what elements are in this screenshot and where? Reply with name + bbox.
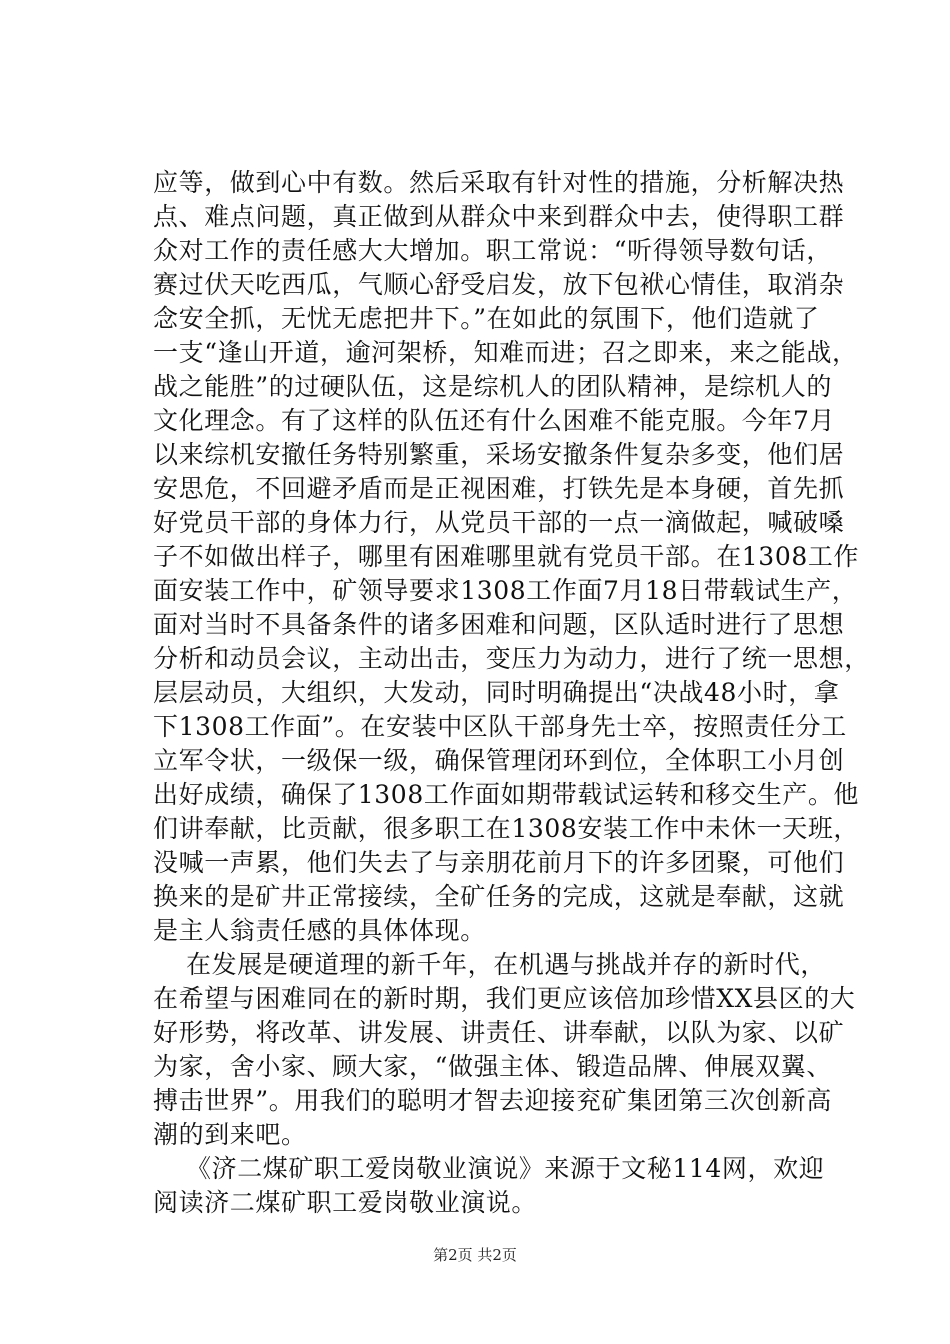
- text-line: 出好成绩，确保了1308工作面如期带载试运转和移交生产。他: [153, 780, 860, 809]
- text-line: 搏击世界”。用我们的聪明才智去迎接兖矿集团第三次创新高: [153, 1086, 832, 1115]
- text-line: 为家，舍小家、顾大家，“做强主体、锻造品牌、伸展双翼、: [153, 1052, 832, 1081]
- text-line: 们讲奉献，比贡献，很多职工在1308安装工作中未休一天班，: [153, 814, 860, 843]
- text-line: 没喊一声累，他们失去了与亲朋花前月下的许多团聚，可他们: [153, 848, 845, 877]
- paragraph-start-line: 在发展是硬道理的新千年，在机遇与挑战并存的新时代，: [186, 950, 827, 979]
- text-line: 子不如做出样子，哪里有困难哪里就有党员干部。在1308工作: [153, 542, 860, 571]
- text-line: 分析和动员会议，主动出击，变压力为动力，进行了统一思想，: [153, 644, 870, 673]
- text-line: 层层动员，大组织，大发动，同时明确提出“决战48小时，拿: [153, 678, 840, 707]
- text-line: 以来综机安撤任务特别繁重，采场安撤条件复杂多变，他们居: [153, 440, 845, 469]
- text-line: 面对当时不具备条件的诸多困难和问题，区队适时进行了思想: [153, 610, 845, 639]
- text-line: 是主人翁责任感的具体体现。: [153, 916, 486, 945]
- page-number-footer: 第2页 共2页: [433, 1246, 517, 1264]
- text-line: 点、难点问题，真正做到从群众中来到群众中去，使得职工群: [153, 202, 845, 231]
- text-line: 一支“逢山开道，逾河架桥，知难而进；召之即来，来之能战，: [153, 338, 858, 367]
- text-line: 下1308工作面”。在安装中区队干部身先士卒，按照责任分工: [153, 712, 847, 741]
- text-line: 好党员干部的身体力行，从党员干部的一点一滴做起，喊破嗓: [153, 508, 845, 537]
- paragraph-start-line: 《济二煤矿职工爱岗敬业演说》来源于文秘114网，欢迎: [186, 1154, 825, 1183]
- text-line: 潮的到来吧。: [153, 1120, 307, 1149]
- text-line: 阅读济二煤矿职工爱岗敬业演说。: [153, 1188, 538, 1217]
- text-line: 文化理念。有了这样的队伍还有什么困难不能克服。今年7月: [153, 406, 836, 435]
- text-line: 念安全抓，无忧无虑把井下。”在如此的氛围下，他们造就了: [153, 304, 820, 333]
- text-line: 赛过伏天吃西瓜，气顺心舒受启发，放下包袱心情佳，取消杂: [153, 270, 845, 299]
- text-line: 面安装工作中，矿领导要求1308工作面7月18日带载试生产，: [153, 576, 858, 605]
- text-line: 安思危，不回避矛盾而是正视困难，打铁先是本身硬，首先抓: [153, 474, 845, 503]
- text-line: 换来的是矿井正常接续，全矿任务的完成，这就是奉献，这就: [153, 882, 845, 911]
- text-line: 在希望与困难同在的新时期，我们更应该倍加珍惜XX县区的大: [153, 984, 856, 1013]
- text-line: 立军令状，一级保一级，确保管理闭环到位，全体职工小月创: [153, 746, 845, 775]
- text-line: 众对工作的责任感大大增加。职工常说：“听得领导数句话，: [153, 236, 832, 265]
- text-line: 应等，做到心中有数。然后采取有针对性的措施，分析解决热: [153, 168, 845, 197]
- body-text: [153, 166, 870, 1220]
- text-line: 好形势，将改革、讲发展、讲责任、讲奉献，以队为家、以矿: [153, 1018, 845, 1047]
- text-line: 战之能胜”的过硬队伍，这是综机人的团队精神，是综机人的: [153, 372, 832, 401]
